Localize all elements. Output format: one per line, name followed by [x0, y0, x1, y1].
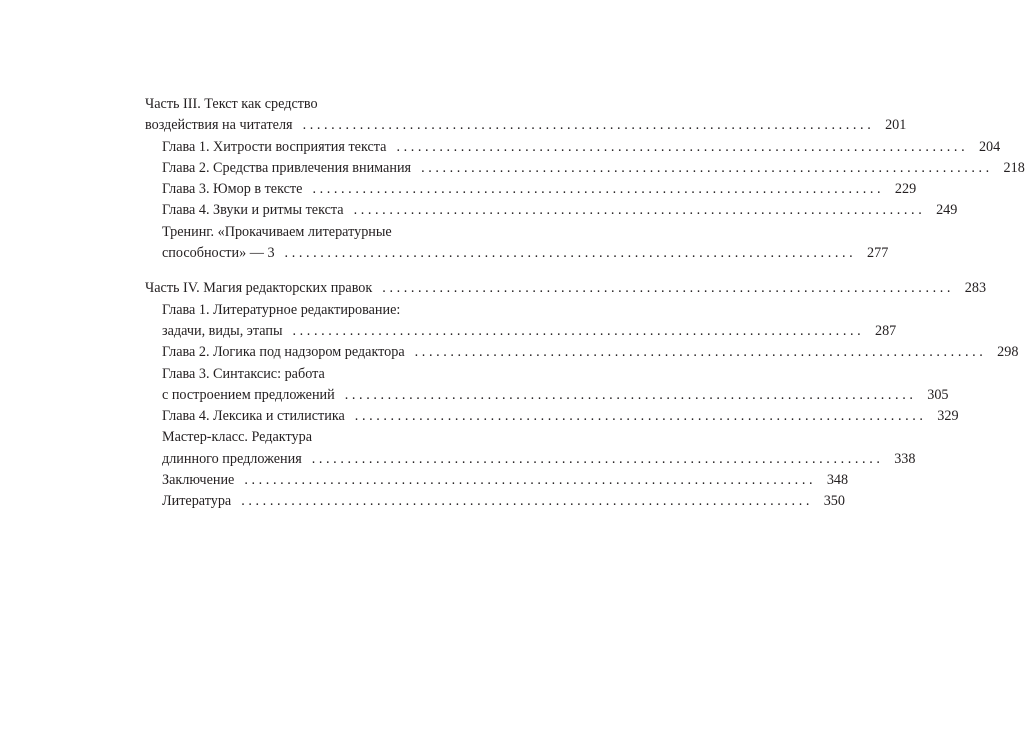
toc-entry-title-line: Часть III. Текст как средство — [145, 96, 318, 112]
toc-entry[interactable] — [145, 300, 897, 343]
toc-entry[interactable] — [145, 491, 845, 512]
dot-leader: ................................................................................ — [302, 117, 875, 134]
toc-entry-title-line: Глава 3. Юмор в тексте — [162, 181, 303, 198]
toc-entry[interactable] — [145, 94, 907, 137]
page-number: 229 — [894, 181, 917, 198]
toc-entry-row — [162, 321, 897, 342]
toc-entry[interactable] — [145, 364, 949, 407]
page-number: 305 — [927, 386, 949, 403]
toc-entry-row — [162, 243, 889, 264]
toc-entry-row — [145, 115, 907, 136]
page-number: 350 — [823, 493, 845, 510]
page-number: 287 — [874, 322, 897, 339]
toc-entry-title-line: задачи, виды, этапы — [162, 322, 283, 339]
dot-leader: ................................................................................ — [311, 450, 884, 467]
page-number: 338 — [894, 450, 916, 467]
toc-entry[interactable] — [145, 158, 1025, 179]
page-number: 348 — [826, 472, 849, 489]
toc-entry-row — [162, 342, 1019, 363]
page-number: 249 — [936, 202, 958, 219]
toc-entry-title-line: Глава 1. Литературное редактирование: — [162, 301, 401, 318]
toc-entry-row — [162, 491, 845, 512]
page-number: 277 — [867, 245, 889, 262]
dot-leader: ................................................................................ — [414, 344, 987, 361]
dot-leader: ................................................................................ — [344, 386, 917, 403]
toc-entry-row — [162, 158, 1025, 179]
toc-entry-title-line: Тренинг. «Прокачиваем литературные — [162, 223, 392, 240]
toc-entry[interactable] — [145, 427, 916, 470]
toc-entry-title-line: способности» — 3 — [162, 245, 275, 262]
toc-entry-row — [162, 406, 959, 427]
dot-leader: ................................................................................ — [284, 245, 857, 262]
page-number: 283 — [964, 280, 987, 297]
page-number: 204 — [978, 138, 1001, 155]
dot-leader: ................................................................................ — [396, 138, 969, 155]
toc-entry-row — [162, 200, 958, 221]
toc-entry-title-line: Глава 2. Средства привлечения внимания — [162, 159, 412, 176]
toc-entry-title-line: Часть IV. Магия редакторских правок — [145, 280, 373, 297]
toc-entry-row — [162, 470, 849, 491]
toc-entry[interactable] — [145, 200, 958, 221]
toc-entry[interactable] — [145, 222, 889, 265]
toc-entry[interactable] — [145, 406, 959, 427]
dot-leader: ................................................................................ — [244, 472, 817, 489]
table-of-contents — [145, 94, 1025, 527]
toc-entry-title-line: Глава 4. Лексика и стилистика — [162, 408, 345, 425]
toc-entry-title-line: Глава 4. Звуки и ритмы текста — [162, 202, 344, 219]
toc-section — [145, 94, 1025, 264]
toc-entry-row — [145, 278, 987, 299]
dot-leader: ................................................................................ — [354, 408, 927, 425]
toc-entry-title-line: длинного предложения — [162, 450, 302, 467]
toc-entry-title-line: Глава 3. Синтаксис: работа — [162, 365, 325, 382]
page-number: 298 — [997, 344, 1019, 361]
toc-entry-row — [162, 449, 916, 470]
dot-leader: ................................................................................ — [421, 159, 993, 176]
dot-leader: ................................................................................ — [292, 322, 865, 339]
page-number: 329 — [937, 408, 959, 425]
toc-entry[interactable] — [145, 179, 917, 200]
dot-leader: ................................................................................ — [241, 493, 813, 510]
toc-entry-title-line: воздействия на читателя — [145, 117, 293, 134]
page-number: 218 — [1003, 159, 1025, 176]
toc-entry-title-line: с построением предложений — [162, 386, 335, 403]
dot-leader: ................................................................................ — [382, 280, 955, 297]
toc-entry-title-line: Литература — [162, 493, 232, 510]
toc-entry[interactable] — [145, 278, 987, 299]
toc-entry-title-line: Глава 1. Хитрости восприятия текста — [162, 138, 387, 155]
toc-entry-title-line: Мастер-класс. Редактура — [162, 429, 313, 446]
dot-leader: ................................................................................ — [353, 202, 926, 219]
toc-entry-title-line: Глава 2. Логика под надзором редактора — [162, 344, 405, 361]
toc-entry[interactable] — [145, 342, 1019, 363]
toc-entry-title-line: Заключение — [162, 472, 235, 489]
toc-entry-row — [162, 137, 1001, 158]
dot-leader: ................................................................................ — [312, 181, 885, 198]
toc-entry[interactable] — [145, 470, 849, 491]
page-number: 201 — [885, 117, 907, 134]
toc-entry[interactable] — [145, 137, 1001, 158]
toc-entry-row — [162, 385, 949, 406]
toc-section — [145, 278, 1019, 512]
toc-entry-row — [162, 179, 917, 200]
